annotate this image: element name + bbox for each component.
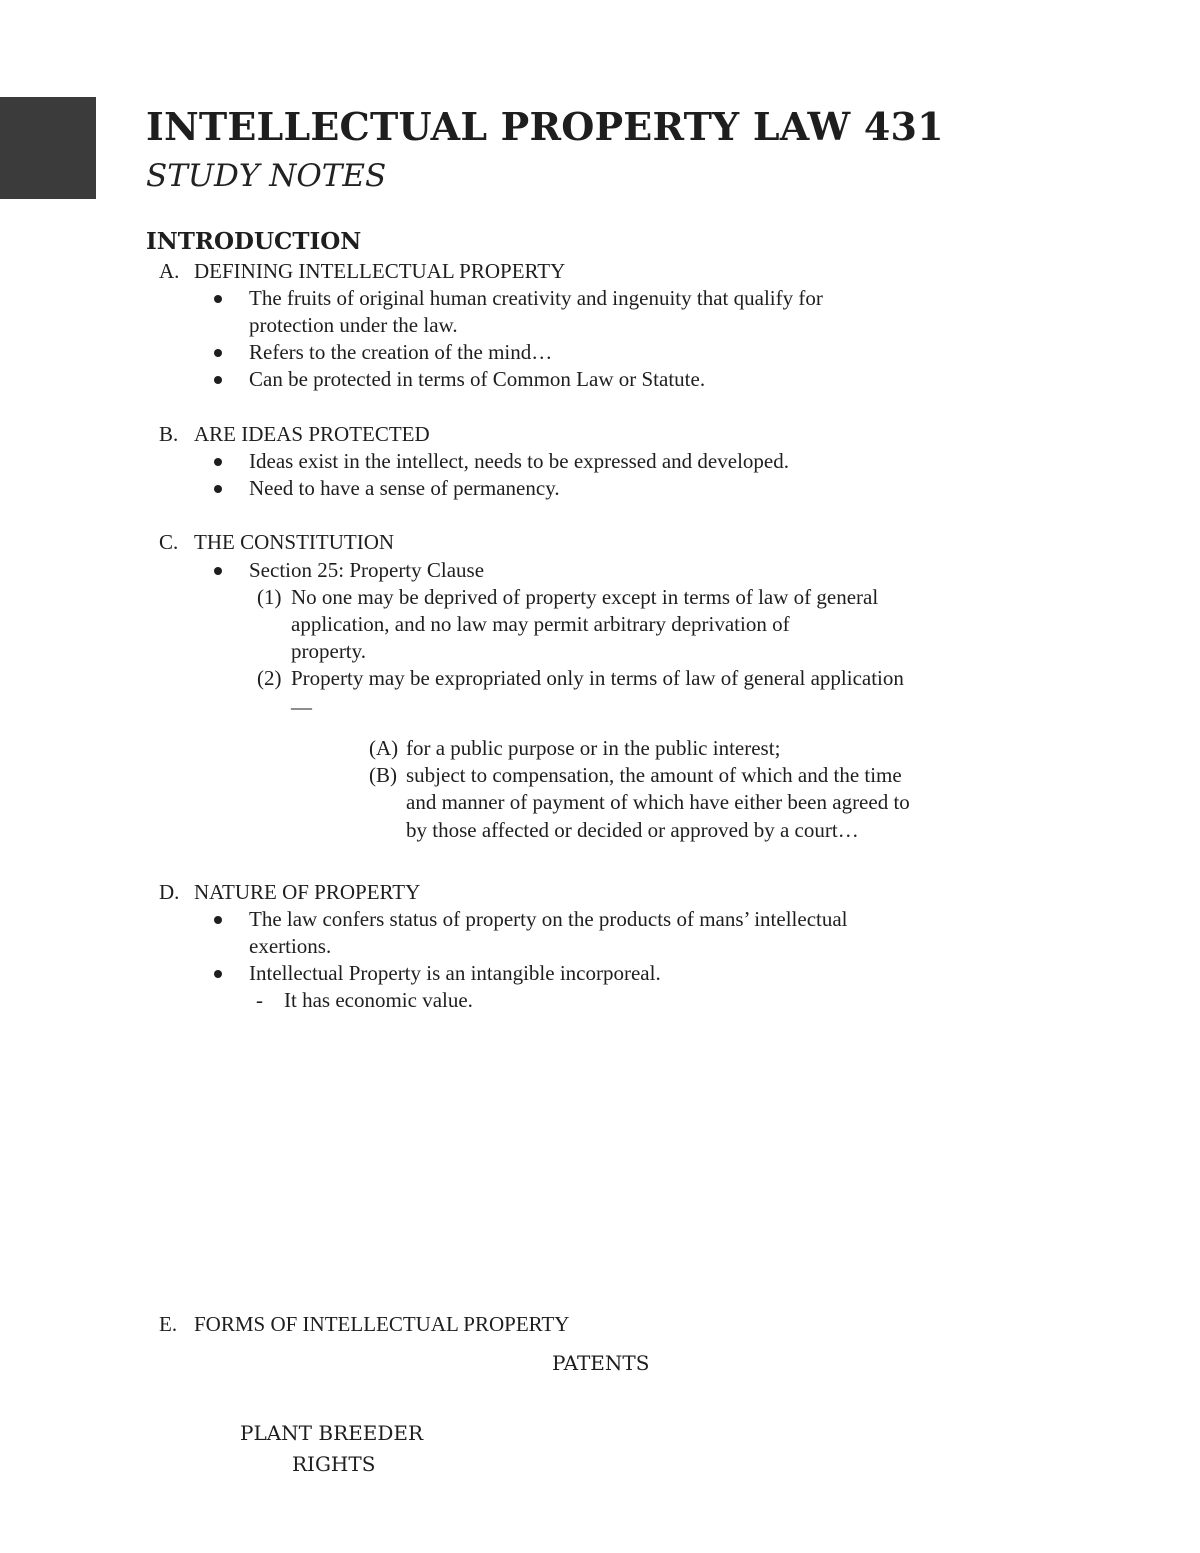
diagram-label-rights: RIGHTS [292,1452,376,1476]
subclause-a-text: for a public purpose or in the public interest; [406,736,781,760]
section-a-bullet-1: The fruits of original human creativity and ingenuity that qualify for [249,286,823,310]
section-a-bullet-2: Refers to the creation of the mind… [249,340,553,364]
section-e-letter: E. [159,1312,178,1336]
clause-2-line-2: — [291,695,312,719]
introduction-heading: INTRODUCTION [146,228,362,255]
decorative-header-block [0,97,96,199]
subclause-a-number: (A) [369,736,399,760]
section-d-subpoint: It has economic value. [284,988,473,1012]
section-a-bullet-3: Can be protected in terms of Common Law or Statute. [249,367,706,391]
section-a-bullet-1-cont: protection under the law. [249,313,458,337]
subclause-b-line-2: and manner of payment of which have either been agreed to [406,790,910,814]
section-c-bullet: Section 25: Property Clause [249,558,485,582]
bullet-icon [214,458,222,466]
diagram-label-patents: PATENTS [552,1351,650,1375]
section-c-heading: THE CONSTITUTION [194,530,395,554]
section-a-letter: A. [159,259,180,283]
section-d-bullet-2: Intellectual Property is an intangible incorporeal. [249,961,661,985]
clause-1-number: (1) [257,585,282,609]
bullet-icon [214,485,222,493]
section-a-heading: DEFINING INTELLECTUAL PROPERTY [194,259,566,283]
bullet-icon [214,349,222,357]
document-title: INTELLECTUAL PROPERTY LAW 431 [146,104,944,149]
clause-1-line-1: No one may be deprived of property except in terms of law of general [291,585,879,609]
bullet-icon [214,295,222,303]
section-d-bullet-1: The law confers status of property on the products of mans’ intellectual [249,907,848,931]
section-d-letter: D. [159,880,180,904]
section-b-letter: B. [159,422,179,446]
section-d-bullet-1-cont: exertions. [249,934,332,958]
clause-2-line-1: Property may be expropriated only in terms of law of general application [291,666,904,690]
dash-marker: - [256,988,263,1012]
diagram-label-plant-breeder: PLANT BREEDER [240,1421,424,1445]
subclause-b-number: (B) [369,763,397,787]
clause-2-number: (2) [257,666,282,690]
bullet-icon [214,376,222,384]
bullet-icon [214,567,222,575]
section-d-heading: NATURE OF PROPERTY [194,880,421,904]
bullet-icon [214,916,222,924]
section-b-bullet-2: Need to have a sense of permanency. [249,476,560,500]
section-c-letter: C. [159,530,179,554]
bullet-icon [214,970,222,978]
clause-1-line-3: property. [291,639,367,663]
subclause-b-line-1: subject to compensation, the amount of which and the time [406,763,902,787]
section-e-heading: FORMS OF INTELLECTUAL PROPERTY [194,1312,570,1336]
subclause-b-line-3: by those affected or decided or approved by a court… [406,818,859,842]
document-subtitle: STUDY NOTES [146,158,387,194]
section-b-bullet-1: Ideas exist in the intellect, needs to be expressed and developed. [249,449,789,473]
section-b-heading: ARE IDEAS PROTECTED [194,422,430,446]
clause-1-line-2: application, and no law may permit arbitrary deprivation of [291,612,790,636]
